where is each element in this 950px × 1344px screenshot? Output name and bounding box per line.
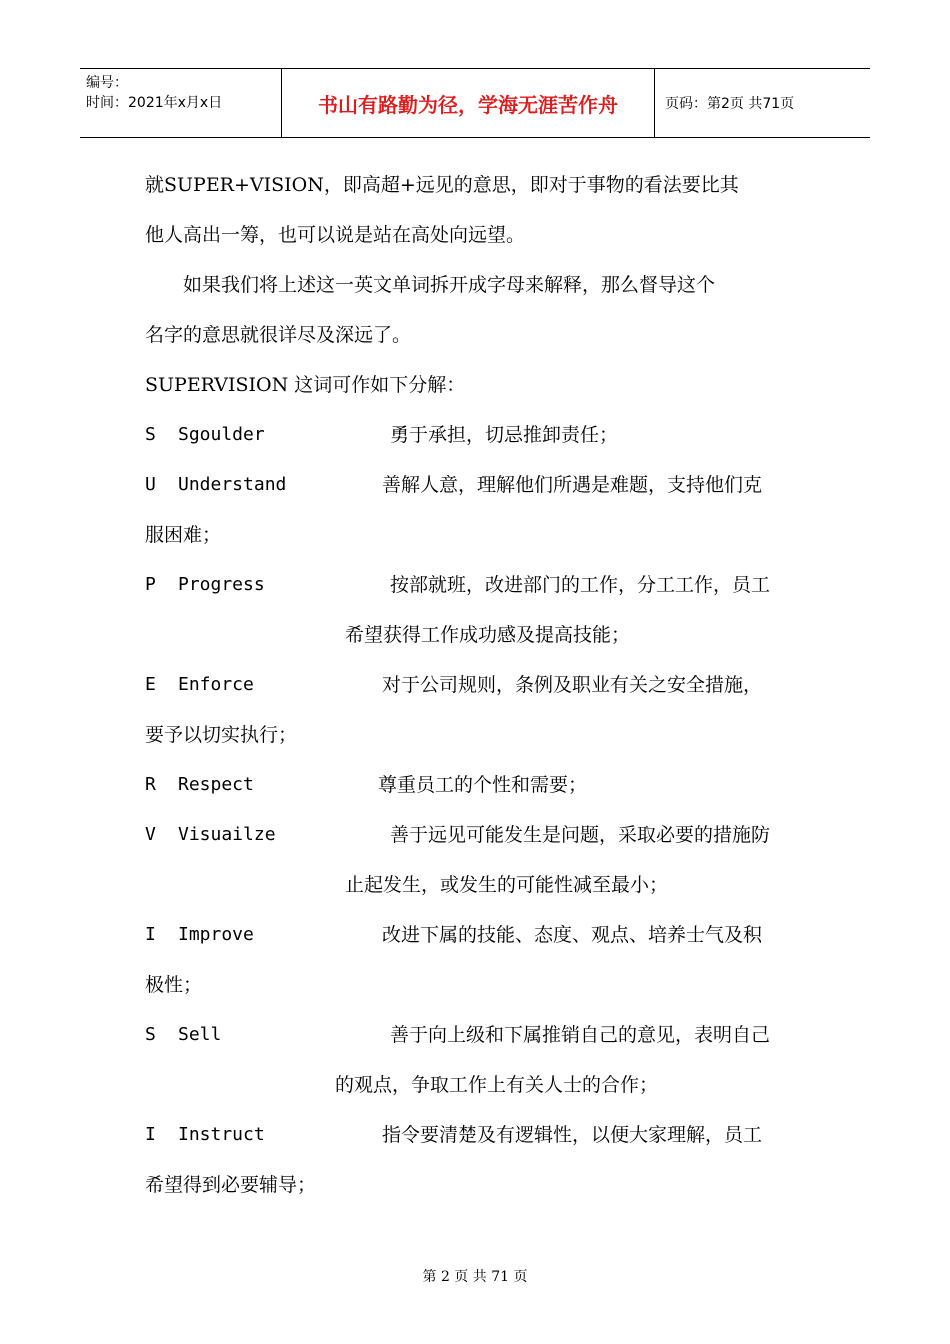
item-letter: E [145,674,156,695]
item-letter: S [145,424,156,445]
breakdown-item-i2 [145,1110,810,1160]
breakdown-item-r [145,760,810,810]
breakdown-item-u [145,460,810,510]
intro-line-1: 就SUPER+VISION，即高超+远见的意思，即对于事物的看法要比其 [145,174,739,196]
item-desc: 善于远见可能发生是问题，采取必要的措施防 [390,824,771,846]
item-desc: 善解人意，理解他们所遇是难题，支持他们克 [382,474,763,496]
number-label: 编号： [86,75,128,91]
item-desc: 对于公司规则，条例及职业有关之安全措施， [382,674,763,696]
item-desc: 按部就班，改进部门的工作，分工工作，员工 [390,574,771,596]
item-word: Visuailze [178,824,276,845]
item-desc: 尊重员工的个性和需要； [378,774,588,796]
item-word: Respect [178,774,254,795]
item-word: Enforce [178,674,254,695]
item-word: Improve [178,924,254,945]
item-cont: 希望得到必要辅导； [145,1174,317,1196]
item-word: Sell [178,1024,222,1045]
breakdown-item-v [145,810,810,860]
time-label: 时间：2021年x月x日 [86,95,223,111]
item-cont: 的观点，争取工作上有关人士的合作； [335,1074,659,1096]
item-letter: I [145,1124,156,1145]
item-letter: V [145,824,156,845]
header-meta [80,69,282,137]
para2-line-1: 如果我们将上述这一英文单词拆开成字母来解释，那么督导这个 [183,274,716,296]
breakdown-item-e [145,660,810,710]
item-cont: 希望获得工作成功感及提高技能； [345,624,631,646]
item-word: Sgoulder [178,424,265,445]
item-desc: 改进下属的技能、态度、观点、培养士气及积 [382,924,763,946]
item-letter: I [145,924,156,945]
item-cont: 要予以切实执行； [145,724,298,746]
item-desc: 指令要清楚及有逻辑性，以便大家理解，员工 [382,1124,763,1146]
breakdown-intro: SUPERVISION 这词可作如下分解： [145,374,466,396]
breakdown-item-i1 [145,910,810,960]
item-letter: U [145,474,156,495]
header-page-info: 页码：第2页 共71页 [665,96,795,112]
item-word: Instruct [178,1124,265,1145]
intro-line-2: 他人高出一筹，也可以说是站在高处向远望。 [145,224,526,246]
header-motto: 书山有路勤为径，学海无涯苦作舟 [282,69,655,137]
item-word: Progress [178,574,265,595]
page-header [80,68,870,138]
breakdown-item-s1 [145,410,810,460]
item-letter: S [145,1024,156,1045]
breakdown-item-s2 [145,1010,810,1060]
item-desc: 勇于承担，切忌推卸责任； [390,424,619,446]
page-footer: 第 2 页 共 71 页 [422,1269,528,1285]
item-desc: 善于向上级和下属推销自己的意见，表明自己 [390,1024,771,1046]
breakdown-item-p [145,560,810,610]
item-cont: 极性； [145,974,203,996]
item-cont: 止起发生，或发生的可能性减至最小； [345,874,669,896]
item-letter: P [145,574,156,595]
item-cont: 服困难； [145,524,222,546]
item-word: Understand [178,474,287,495]
para2-line-2: 名字的意思就很详尽及深远了。 [145,324,412,346]
item-letter: R [145,774,156,795]
document-body [145,160,810,1210]
